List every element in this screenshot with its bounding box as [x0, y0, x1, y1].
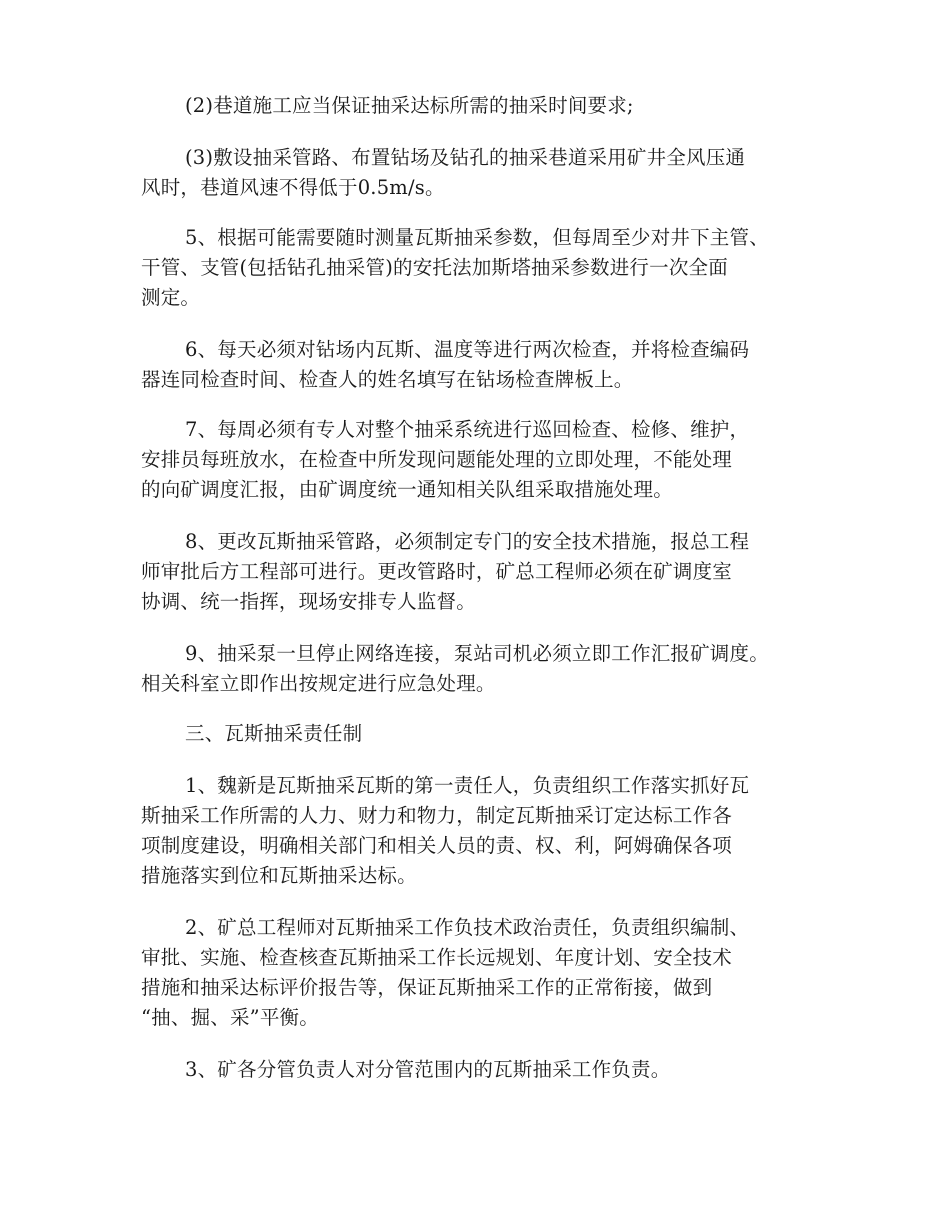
- paragraph-pipeline-ventilation: [141, 143, 831, 203]
- text-line: 斯抽采工作所需的人力、财力和物力，制定瓦斯抽采订定达标工作各: [141, 804, 733, 827]
- paragraph-item-5: [141, 223, 831, 313]
- text-line: 测定。: [141, 286, 201, 309]
- paragraph-responsibility-3: [141, 1055, 831, 1085]
- text-line: (3)敷设抽采管路、布置钻场及钻孔的抽采巷道采用矿井全风压通: [185, 146, 746, 169]
- text-line: 3、矿各分管负责人对分管范围内的瓦斯抽采工作负责。: [185, 1058, 671, 1081]
- section-heading-text: 三、瓦斯抽采责任制: [185, 722, 363, 745]
- text-line: 相关科室立即作出按规定进行应急处理。: [141, 672, 496, 695]
- paragraph-item-6: [141, 335, 831, 395]
- text-line: 器连同检查时间、检查人的姓名填写在钻场检查牌板上。: [141, 368, 634, 391]
- paragraph-responsibility-2: [141, 913, 831, 1033]
- text-line: 风时，巷道风速不得低于0.5m/s。: [141, 176, 445, 199]
- text-line: 1、魏新是瓦斯抽采瓦斯的第一责任人，负责组织工作落实抓好瓦: [185, 774, 750, 797]
- paragraph-item-8: [141, 527, 831, 617]
- paragraph-item-9: [141, 639, 831, 699]
- text-line: 5、根据可能需要随时测量瓦斯抽采参数，但每周至少对井下主管、: [185, 226, 769, 249]
- text-line: 安排员每班放水，在检查中所发现问题能处理的立即处理，不能处理: [141, 448, 733, 471]
- paragraph-tunnel-construction: [141, 91, 831, 121]
- text-line: 师审批后方工程部可进行。更改管路时，矿总工程师必须在矿调度室: [141, 560, 733, 583]
- paragraph-responsibility-1: [141, 771, 831, 891]
- text-line: (2)巷道施工应当保证抽采达标所需的抽采时间要求;: [185, 94, 634, 117]
- text-line: 8、更改瓦斯抽采管路，必须制定专门的安全技术措施，报总工程: [185, 530, 750, 553]
- text-line: 7、每周必须有专人对整个抽采系统进行巡回检查、检修、维护，: [185, 418, 750, 441]
- text-line: 措施和抽采达标评价报告等，保证瓦斯抽采工作的正常衔接，做到: [141, 976, 713, 999]
- text-line: 的向矿调度汇报，由矿调度统一通知相关队组采取措施处理。: [141, 478, 673, 501]
- text-line: 审批、实施、检查核查瓦斯抽采工作长远规划、年度计划、安全技术: [141, 946, 733, 969]
- text-line: 干管、支管(包括钻孔抽采管)的安托法加斯塔抽采参数进行一次全面: [141, 256, 728, 279]
- text-line: 9、抽采泵一旦停止网络连接，泵站司机必须立即工作汇报矿调度。: [185, 642, 769, 665]
- paragraph-item-7: [141, 415, 831, 505]
- text-line: 2、矿总工程师对瓦斯抽采工作负技术政治责任，负责组织编制、: [185, 916, 750, 939]
- section-heading: [141, 719, 831, 749]
- text-line: “抽、掘、采”平衡。: [141, 1006, 319, 1029]
- text-line: 协调、统一指挥，现场安排专人监督。: [141, 590, 476, 613]
- text-line: 措施落实到位和瓦斯抽采达标。: [141, 864, 417, 887]
- text-line: 项制度建设，明确相关部门和相关人员的责、权、利，阿姆确保各项: [141, 834, 733, 857]
- text-line: 6、每天必须对钻场内瓦斯、温度等进行两次检查，并将检查编码: [185, 338, 750, 361]
